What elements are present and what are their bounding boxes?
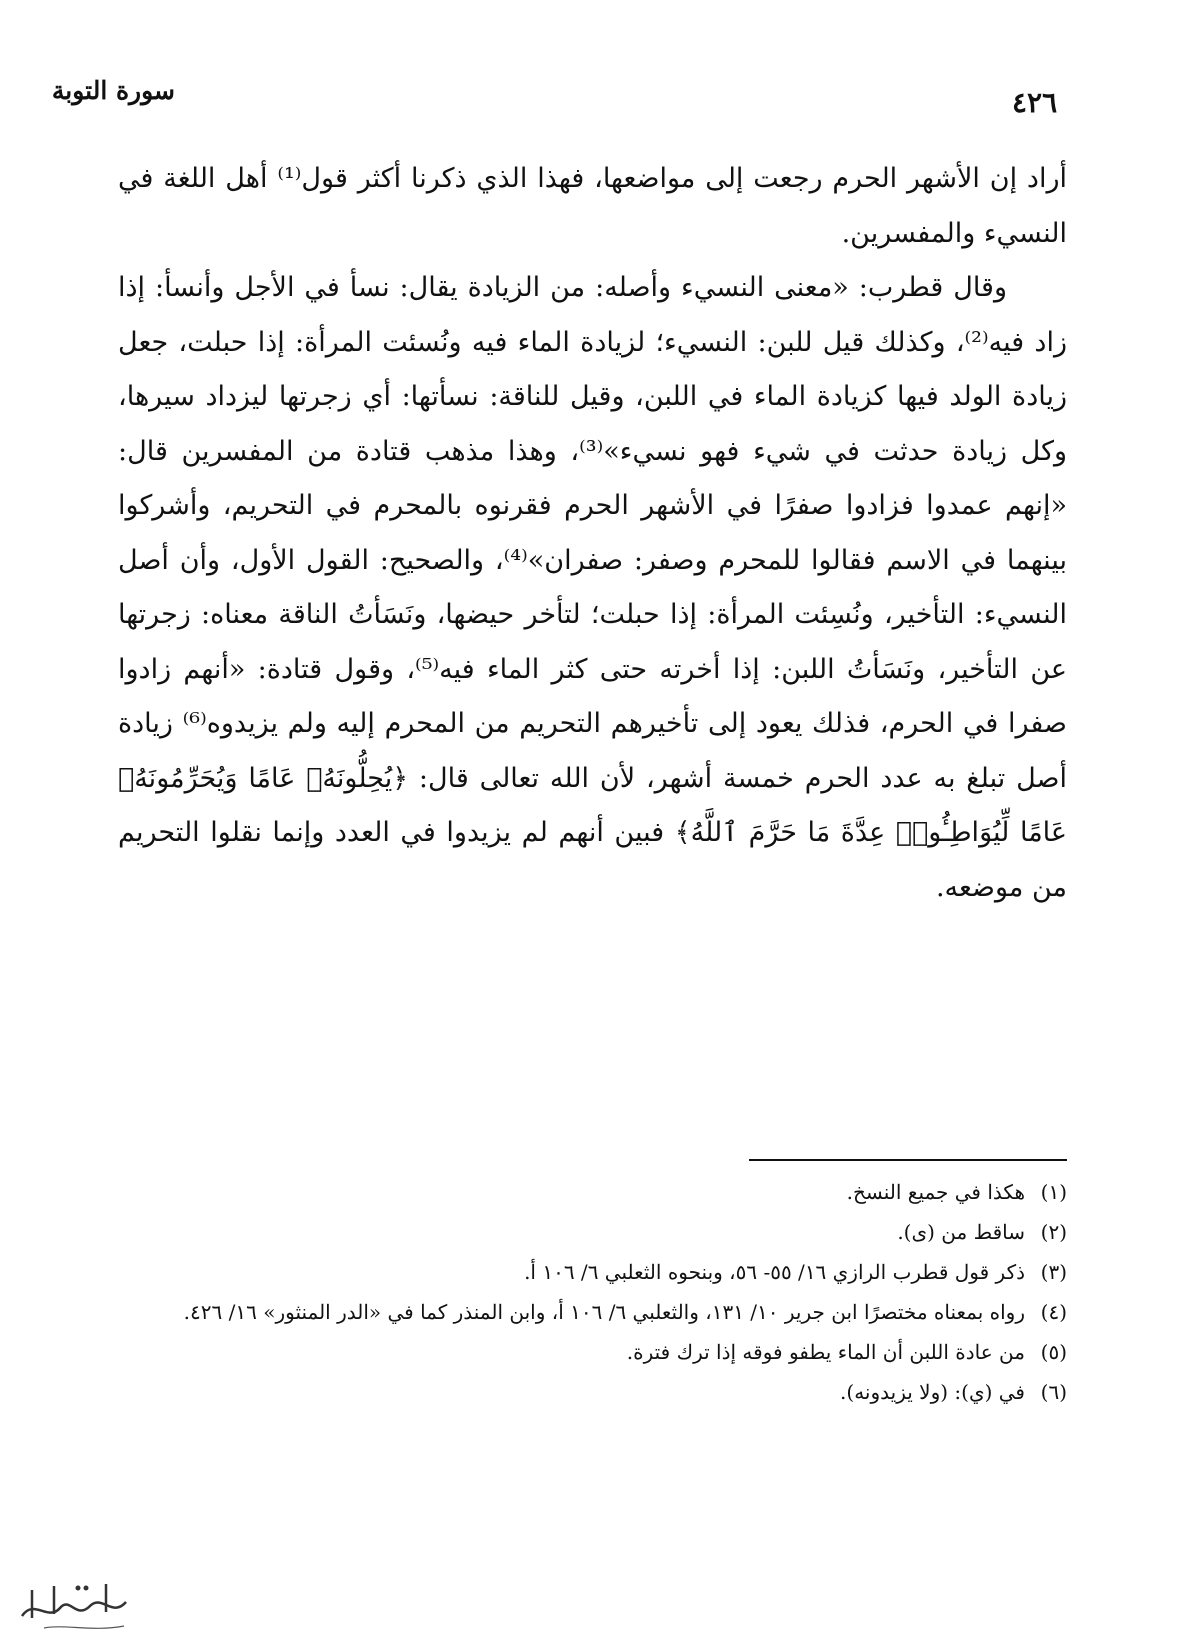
footnote-number: (٥) (1040, 1340, 1067, 1364)
footnote-separator (749, 1159, 1067, 1161)
footnote (118, 1332, 1067, 1372)
footnotes (118, 1172, 1067, 1412)
footnote-text: في (ي): (ولا يزيدونه). (840, 1380, 1025, 1404)
footnote-number: (٤) (1040, 1300, 1067, 1324)
footnote-text: رواه بمعناه مختصرًا ابن جرير ١٠/ ١٣١، والثعلبي ٦/ ١٠٦ أ، وابن المنذر كما في «الدر المنثور» ١٦/ ٤٢٦. (183, 1300, 1025, 1324)
footnote-text: ساقط من (ى). (897, 1220, 1025, 1244)
main-text (118, 152, 1067, 915)
page-number: ٤٢٦ (1012, 86, 1058, 119)
footnote-number: (٢) (1040, 1220, 1067, 1244)
footnote-text: ذكر قول قطرب الرازي ١٦/ ٥٥- ٥٦، وبنحوه الثعلبي ٦/ ١٠٦ أ. (524, 1260, 1025, 1284)
footnote-number: (٦) (1040, 1380, 1067, 1404)
footnote-text: من عادة اللبن أن الماء يطفو فوقه إذا ترك فترة. (626, 1340, 1025, 1364)
paragraph: أراد إن الأشهر الحرم رجعت إلى مواضعها، فهذا الذي ذكرنا أكثر قول⁽¹⁾ أهل اللغة في النسيء والمفسرين. (118, 163, 1067, 249)
footnote-number: (٣) (1040, 1260, 1067, 1284)
footnote-text: هكذا في جميع النسخ. (846, 1180, 1025, 1204)
footnote (118, 1292, 1067, 1332)
footnote (118, 1252, 1067, 1292)
page-header (51, 72, 1058, 122)
paragraph: وقال قطرب: «معنى النسيء وأصله: من الزيادة يقال: نسأ في الأجل وأنسأ: إذا زاد فيه⁽²⁾، وكذلك قيل للبن: النسيء؛ لزيادة الماء فيه ونُسئت المرأة: إذا حبلت، جعل زيادة الولد فيها كزيادة الماء في اللبن، وقيل للناقة: نسأتها: أي زجرتها ليزداد سيرها، وكل زيادة حدثت في شيء فهو نسيء»⁽³⁾، وهذا مذهب قتادة من المفسرين قال: «إنهم عمدوا فزادوا صفرًا في الأشهر الحرم فقرنوه بالمحرم في التحريم، وأشركوا بينهما في الاسم فقالوا للمحرم وصفر: صفران»⁽⁴⁾، والصحيح: القول الأول، وأن أصل النسيء: التأخير، ونُسِئت المرأة: إذا حبلت؛ لتأخر حيضها، ونَسَأتُ الناقة معناه: زجرتها عن التأخير، ونَسَأتُ اللبن: إذا أخرته حتى كثر الماء فيه⁽⁵⁾، وقول قتادة: «أنهم زادوا صفرا في الحرم، فذلك يعود إلى تأخيرهم التحريم من المحرم إليه ولم يزيدوه⁽⁶⁾ زيادة أصل تبلغ به عدد الحرم خمسة أشهر، لأن الله تعالى قال: ﴿يُحِلُّونَهُۥ عَامًا وَيُحَرِّمُونَهُۥ عَامًا لِّيُوَاطِـُٔوا۟ عِدَّةَ مَا حَرَّمَ ٱللَّهُ﴾ فبين أنهم لم يزيدوا في العدد وإنما نقلوا التحريم من موضعه. (118, 272, 1067, 903)
footnote (118, 1372, 1067, 1412)
footnote (118, 1172, 1067, 1212)
footnote (118, 1212, 1067, 1252)
watermark-logo-icon (14, 1568, 144, 1640)
footnote-number: (١) (1040, 1180, 1067, 1204)
surah-title: سورة التوبة (51, 76, 175, 105)
